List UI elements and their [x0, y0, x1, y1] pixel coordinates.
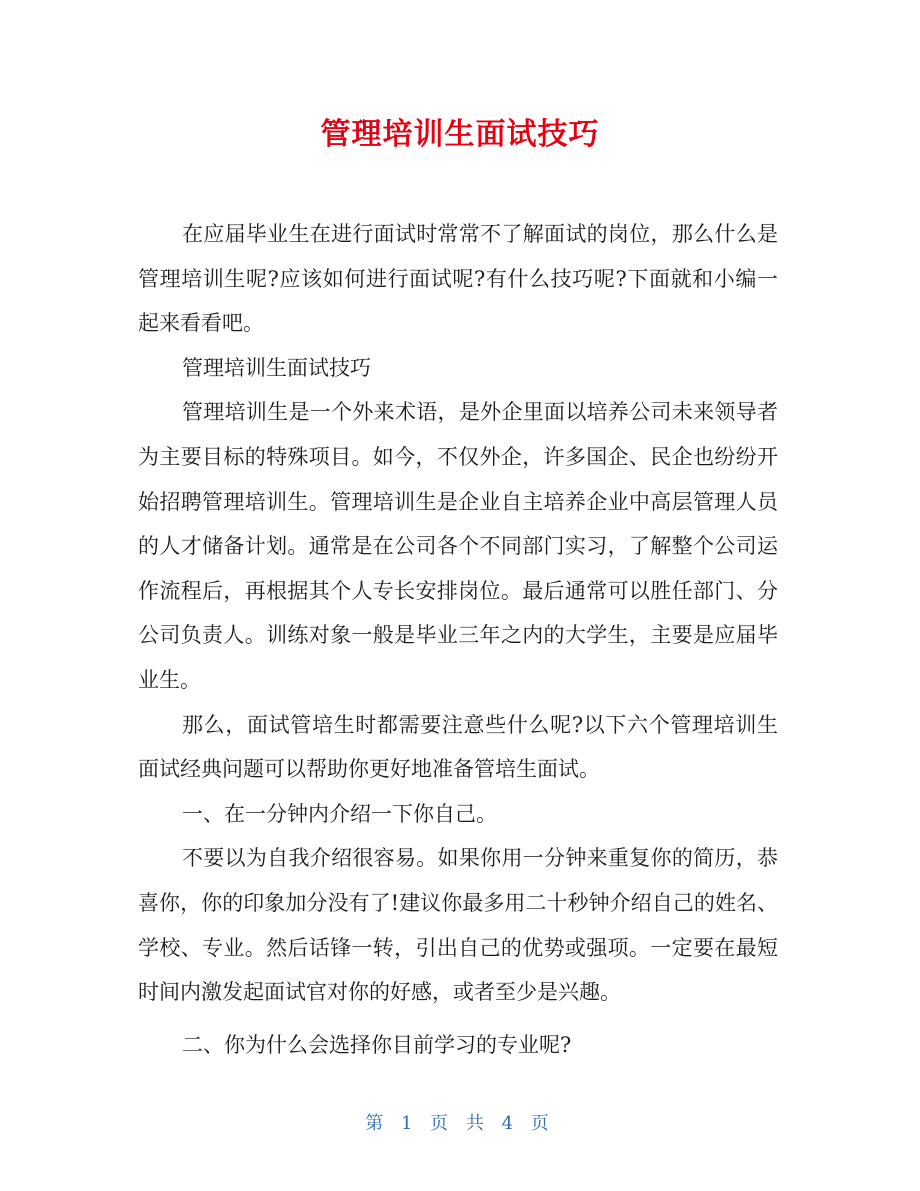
- question-1-heading: 一、在一分钟内介绍一下你自己。: [182, 801, 497, 826]
- intro-paragraph: 在应届毕业生在进行面试时常常不了解面试的岗位，那么什么是管理培训生呢?应该如何进行面试呢?有什么技巧呢?下面就和小编一起来看看吧。: [138, 222, 778, 336]
- question-1-answer: 不要以为自我介绍很容易。如果你用一分钟来重复你的简历，恭喜你，你的印象加分没有了!建议你最多用二十秒钟介绍自己的姓名、学校、专业。然后话锋一转，引出自己的优势或强项。一定要在最短时间内激发起面试官对你的好感，或者至少是兴趣。: [138, 846, 778, 1005]
- document-title: 管理培训生面试技巧: [320, 117, 600, 152]
- question-2-heading: 二、你为什么会选择你目前学习的专业呢?: [182, 1032, 572, 1057]
- document-body: [138, 212, 778, 1067]
- section-heading: 管理培训生面试技巧: [182, 355, 371, 380]
- definition-paragraph: 管理培训生是一个外来术语，是外企里面以培养公司未来领导者为主要目标的特殊项目。如今，不仅外企，许多国企、民企也纷纷开始招聘管理培训生。管理培训生是企业自主培养企业中高层管理人员的人才储备计划。通常是在公司各个不同部门实习，了解整个公司运作流程后，再根据其个人专长安排岗位。最后通常可以胜任部门、分公司负责人。训练对象一般是毕业三年之内的大学生，主要是应届毕业生。: [138, 400, 778, 692]
- page-footer: 第 1 页 共 4 页: [365, 1113, 555, 1134]
- transition-paragraph: 那么，面试管培生时都需要注意些什么呢?以下六个管理培训生面试经典问题可以帮助你更好地准备管培生面试。: [138, 712, 778, 782]
